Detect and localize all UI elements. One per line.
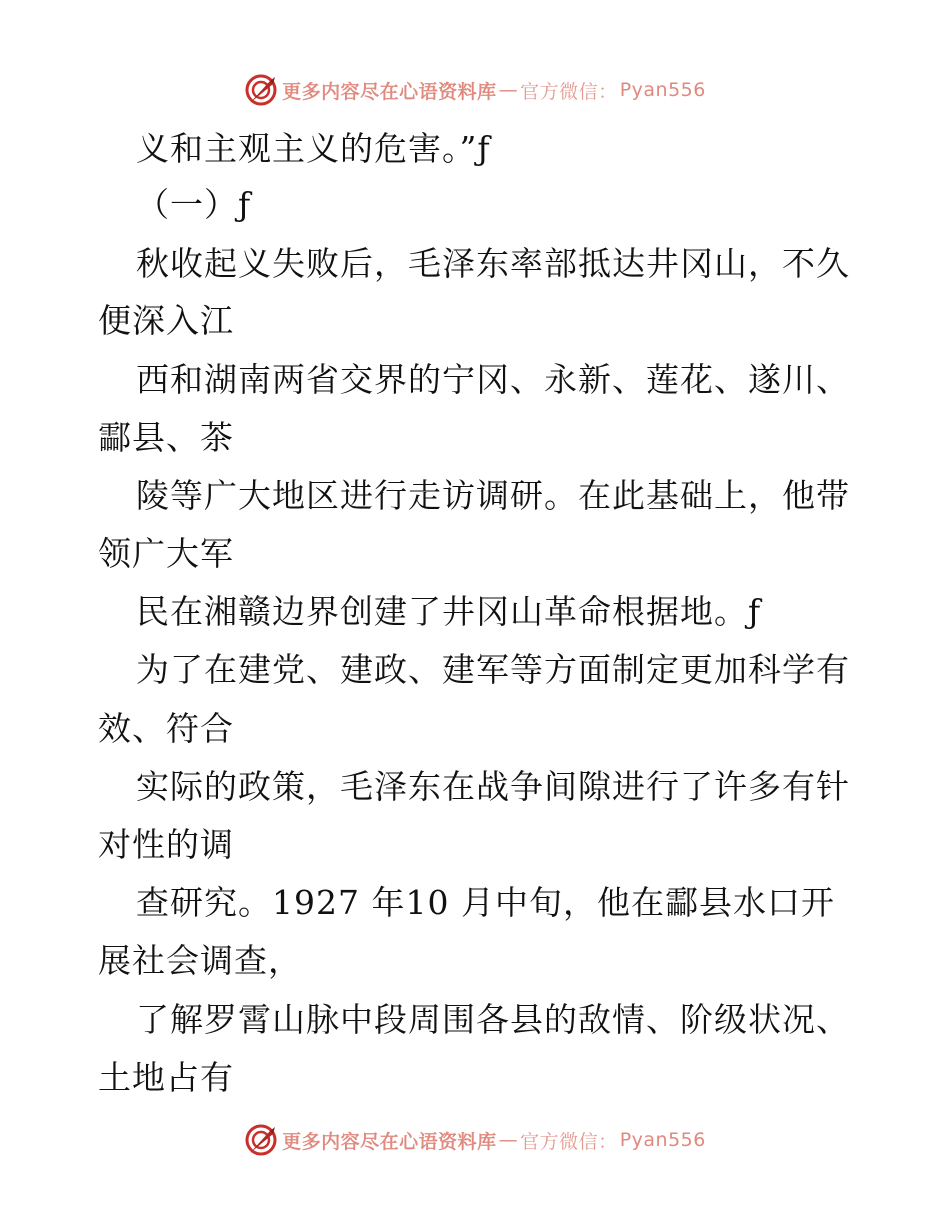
paragraph-line: 领广大军 — [98, 534, 234, 573]
paragraph-line: 查研究。1927 年10 月中旬，他在酃县水口开 — [136, 883, 835, 922]
quill-logo-icon — [244, 73, 278, 107]
paragraph-line: 酃县、茶 — [98, 418, 234, 457]
paragraph-line: 陵等广大地区进行走访调研。在此基础上，他带 — [136, 476, 850, 515]
banner-wechat-account: Pyan556 — [619, 79, 706, 101]
paragraph-line: 秋收起义失败后，毛泽东率部抵达井冈山，不久 — [136, 244, 850, 283]
paragraph-line: （一）ƒ — [136, 185, 252, 224]
banner-wechat-label: 官方微信： — [520, 1130, 618, 1153]
paragraph-line: 效、符合 — [98, 709, 234, 748]
banner-wechat-account: Pyan556 — [619, 1129, 706, 1151]
header-watermark-banner — [0, 70, 950, 110]
quill-logo-icon — [244, 1123, 278, 1157]
paragraph-line: 对性的调 — [98, 825, 234, 864]
banner-slogan: 更多内容尽在心语资料库 — [282, 1130, 497, 1153]
paragraph-line: 实际的政策，毛泽东在战争间隙进行了许多有针 — [136, 767, 850, 806]
paragraph-line: 为了在建党、建政、建军等方面制定更加科学有 — [136, 650, 850, 689]
paragraph-line: 民在湘赣边界创建了井冈山革命根据地。ƒ — [136, 592, 762, 631]
paragraph-line: 西和湖南两省交界的宁冈、永新、莲花、遂川、 — [136, 360, 850, 399]
footer-watermark-banner — [0, 1120, 950, 1160]
paragraph-line: 土地占有 — [98, 1058, 234, 1097]
banner-dash: — — [498, 1129, 519, 1151]
paragraph-line: 展社会调查， — [98, 941, 302, 980]
banner-wechat-label: 官方微信： — [520, 80, 618, 103]
banner-dash: — — [498, 79, 519, 101]
paragraph-line: 便深入江 — [98, 301, 234, 340]
paragraph-line: 义和主观主义的危害。”ƒ — [136, 129, 491, 168]
banner-slogan: 更多内容尽在心语资料库 — [282, 80, 497, 103]
paragraph-line: 了解罗霄山脉中段周围各县的敌情、阶级状况、 — [136, 1000, 850, 1039]
